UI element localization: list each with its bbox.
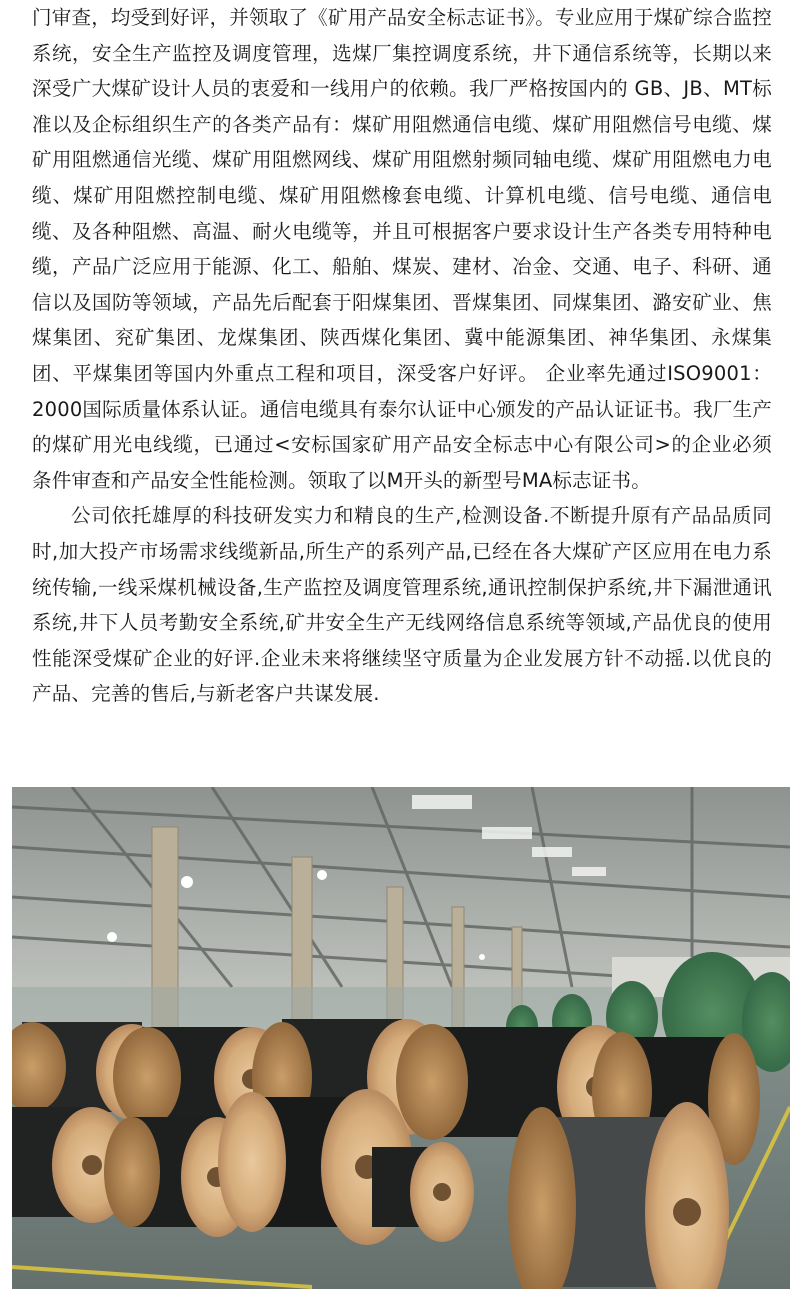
- article-paragraph-2: 公司依托雄厚的科技研发实力和精良的生产,检测设备.不断提升原有产品品质同时,加大投产市场需求线缆新品,所生产的系列产品,已经在各大煤矿产区应用在电力系统传输,一线采煤机械设备,生产监控及调度管理系统,通讯控制保护系统,井下漏泄通讯系统,井下人员考勤安全系统,矿井安全生产无线网络信息系统等领域,产品优良的使用性能深受煤矿企业的好评.企业未来将继续坚守质量为企业发展方针不动摇.以优良的产品、完善的售后,与新老客户共谋发展.: [32, 504, 772, 706]
- factory-cable-reels-photo: [12, 787, 790, 1289]
- article-body: [32, 0, 772, 712]
- warehouse-illustration: [12, 787, 790, 1289]
- article-paragraph-1: 门审查，均受到好评，并领取了《矿用产品安全标志证书》。专业应用于煤矿综合监控系统，安全生产监控及调度管理，选煤厂集控调度系统，井下通信系统等，长期以来深受广大煤矿设计人员的衷爱和一线用户的依赖。我厂严格按国内的 GB、JB、MT标准以及企标组织生产的各类产品有：煤矿用阻燃通信电缆、煤矿用阻燃信号电缆、煤矿用阻燃通信光缆、煤矿用阻燃网线、煤矿用阻燃射频同轴电缆、煤矿用阻燃电力电缆、煤矿用阻燃控制电缆、煤矿用阻燃橡套电缆、计算机电缆、信号电缆、通信电缆、及各种阻燃、高温、耐火电缆等，并且可根据客户要求设计生产各类专用特种电缆，产品广泛应用于能源、化工、船舶、煤炭、建材、冶金、交通、电子、科研、通信以及国防等领域，产品先后配套于阳煤集团、晋煤集团、同煤集团、潞安矿业、焦煤集团、兖矿集团、龙煤集团、陕西煤化集团、冀中能源集团、神华集团、永煤集团、平煤集团等国内外重点工程和项目，深受客户好评。 企业率先通过ISO9001：2000国际质量体系认证。通信电缆具有泰尔认证中心颁发的产品认证证书。我厂生产的煤矿用光电线缆，已通过<安标国家矿用产品安全标志中心有限公司>的企业必须条件审查和产品安全性能检测。领取了以M开头的新型号MA标志证书。: [32, 6, 772, 492]
